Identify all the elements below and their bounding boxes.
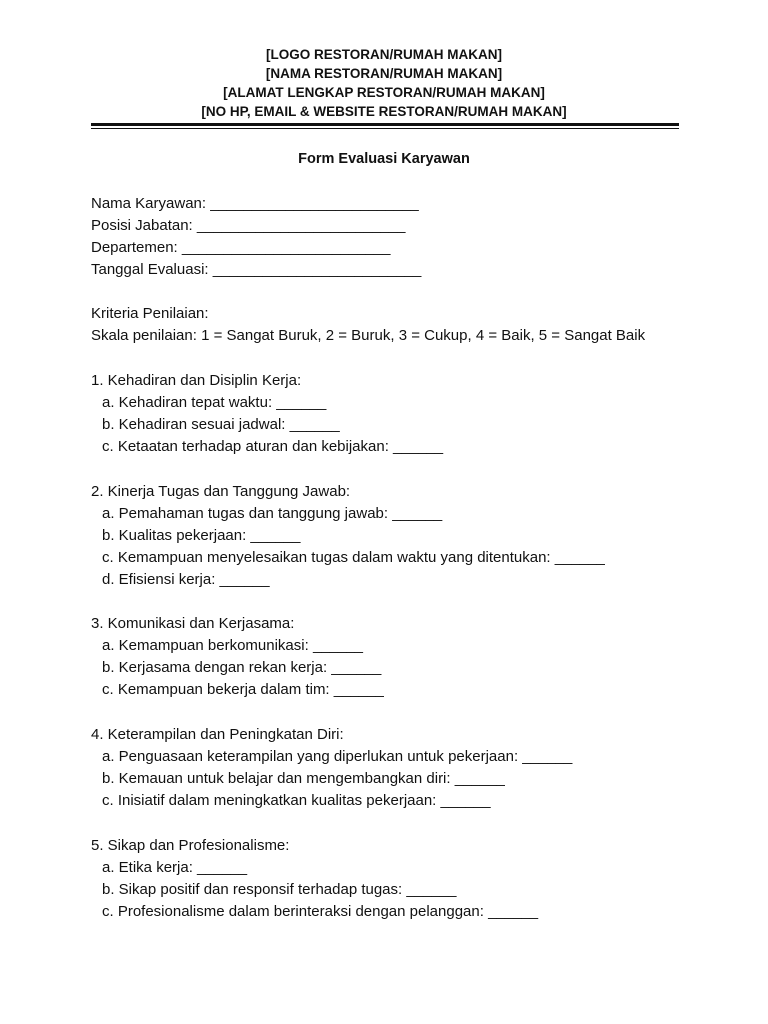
letterhead-address: [ALAMAT LENGKAP RESTORAN/RUMAH MAKAN] [223,85,545,100]
section-heading: 3. Komunikasi dan Kerjasama: [91,615,295,632]
form-title: Form Evaluasi Karyawan [298,151,470,167]
field-posisi-jabatan: Posisi Jabatan: _________________________ [91,217,406,234]
section-item: c. Kemampuan menyelesaikan tugas dalam waktu yang ditentukan: ______ [102,549,605,566]
section-item: c. Ketaatan terhadap aturan dan kebijakan: ______ [102,438,444,455]
letterhead-name: [NAMA RESTORAN/RUMAH MAKAN] [265,66,503,81]
section-item: b. Sikap positif dan responsif terhadap tugas: ______ [102,881,457,898]
letterhead [0,45,768,121]
field-tanggal-evaluasi: Tanggal Evaluasi: _________________________ [91,261,422,278]
section-heading: 5. Sikap dan Profesionalisme: [91,837,290,854]
section-item: a. Kehadiran tepat waktu: ______ [102,394,327,411]
section-item: b. Kualitas pekerjaan: ______ [102,527,301,544]
field-nama-karyawan: Nama Karyawan: _________________________ [91,195,419,212]
section-item: a. Etika kerja: ______ [102,859,248,876]
section-heading: 4. Keterampilan dan Peningkatan Diri: [91,726,344,743]
header-divider-thick [91,123,679,126]
criteria-heading: Kriteria Penilaian: [91,305,209,322]
letterhead-contact: [NO HP, EMAIL & WEBSITE RESTORAN/RUMAH MAKAN] [201,104,567,119]
header-divider-thin [91,128,679,129]
field-departemen: Departemen: _________________________ [91,239,391,256]
section-item: a. Penguasaan keterampilan yang diperlukan untuk pekerjaan: ______ [102,748,573,765]
section-item: b. Kemauan untuk belajar dan mengembangkan diri: ______ [102,770,505,787]
section-item: c. Inisiatif dalam meningkatkan kualitas pekerjaan: ______ [102,792,491,809]
section-item: d. Efisiensi kerja: ______ [102,571,270,588]
section-heading: 1. Kehadiran dan Disiplin Kerja: [91,372,302,389]
section-item: b. Kerjasama dengan rekan kerja: ______ [102,659,382,676]
section-heading: 2. Kinerja Tugas dan Tanggung Jawab: [91,483,351,500]
section-item: c. Kemampuan bekerja dalam tim: ______ [102,681,384,698]
section-item: a. Kemampuan berkomunikasi: ______ [102,637,363,654]
section-item: b. Kehadiran sesuai jadwal: ______ [102,416,340,433]
section-item: c. Profesionalisme dalam berinteraksi dengan pelanggan: ______ [102,903,539,920]
rating-scale: Skala penilaian: 1 = Sangat Buruk, 2 = Buruk, 3 = Cukup, 4 = Baik, 5 = Sangat Baik [91,327,646,344]
section-item: a. Pemahaman tugas dan tanggung jawab: ______ [102,505,443,522]
letterhead-logo: [LOGO RESTORAN/RUMAH MAKAN] [266,47,502,62]
